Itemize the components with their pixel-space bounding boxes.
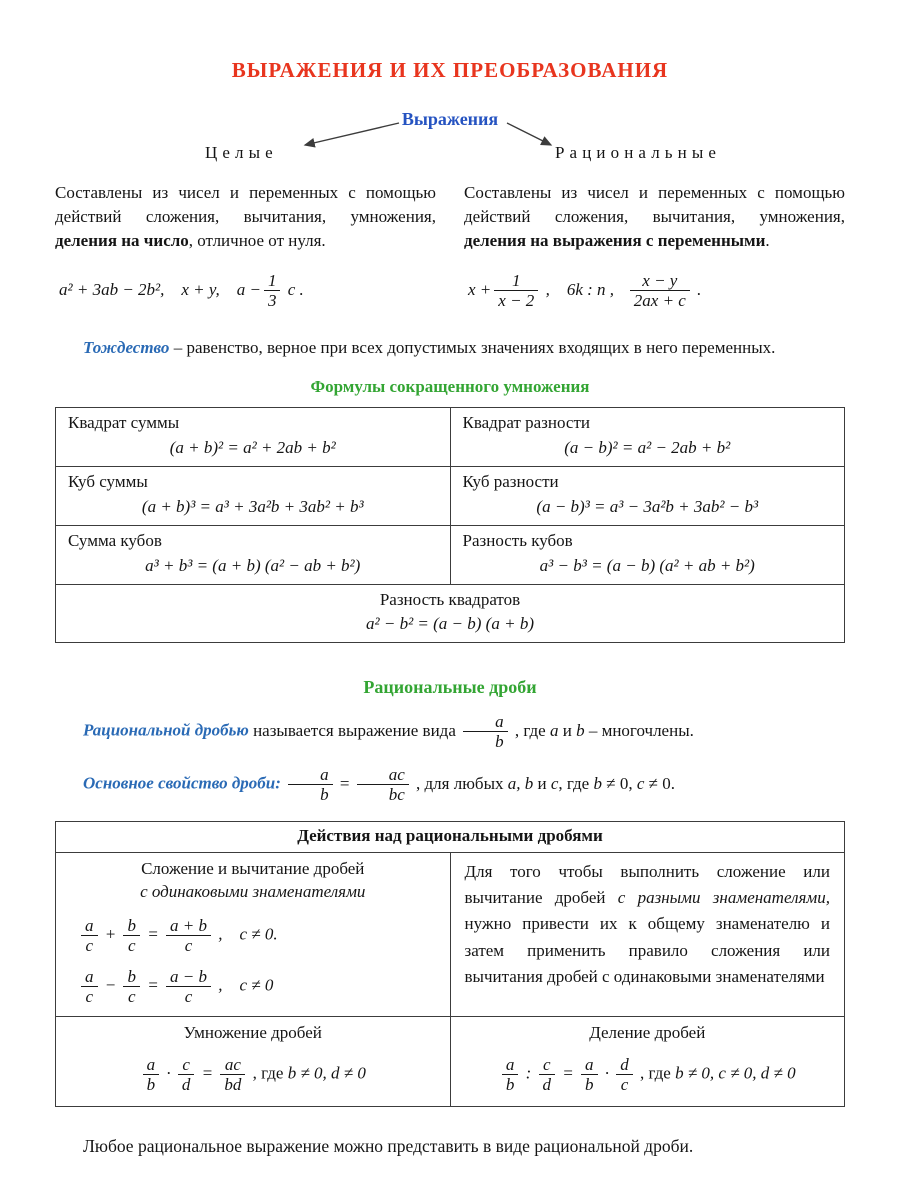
tree-arrows [55,109,845,165]
multiplication-formulas-table [55,407,845,644]
rational-fraction-definition: Рациональной дробью называется выражение вида $\frac{a}{b}$ , где a и b – многочлены. [83,712,694,752]
heading-rational-fractions: Рациональные дроби [363,677,537,698]
cube-of-difference-cell: Куб разности (a − b)³ = a³ − 3a²b + 3ab² − b³ [450,466,845,525]
tree-label-rational: Рациональные [555,143,721,162]
sum-of-cubes-cell: Сумма кубов a³ + b³ = (a + b) (a² − ab + b²) [56,525,451,584]
heading-multiplication-formulas: Формулы сокращенного умножения [310,376,590,396]
rational-expressions-column [464,181,845,321]
table-row [56,821,845,852]
square-of-sum-cell: Квадрат суммы (a + b)² = a² + 2ab + b² [56,407,451,466]
rational-examples-formula: x + $\frac{1}{x - 2}$ , 6k : n , $\frac{x - y}{2ax + c}$ . [468,270,702,310]
integer-expressions-column [55,181,436,321]
table-row [56,584,845,643]
identity-term: Тождество [83,338,170,358]
addition-formula: $\frac{a}{c}$ + $\frac{b}{c}$ = $\frac{a + b}{c}$ , c ≠ 0. [78,916,438,955]
multiplication-cell: Умножение дробей $\frac{a}{b}$ · $\frac{c}{d}$ = $\frac{ac}{bd}$ , где b ≠ 0, d ≠ 0 [56,1017,451,1107]
page-title: ВЫРАЖЕНИЯ И ИХ ПРЕОБРАЗОВАНИЯ [231,58,669,82]
table-row [56,466,845,525]
table-row [56,525,845,584]
tree-label-integer: Целые [205,143,278,162]
tree-root-label: Выражения [401,109,499,129]
difference-of-cubes-cell: Разность кубов a³ − b³ = (a − b) (a² + ab + b²) [450,525,845,584]
rational-definition-text: Составлены из чисел и переменных с помощью действий сложения, вычитания, умножения, деления на выражения с переменными. [464,183,845,251]
subtraction-formula: $\frac{a}{c}$ − $\frac{b}{c}$ = $\frac{a - b}{c}$ , c ≠ 0 [78,967,438,1006]
identity-definition: Тождество – равенство, верное при всех допустимых значениях входящих в него переменных. [83,338,776,358]
difference-of-squares-cell: Разность квадратов a² − b² = (a − b) (a + b) [56,584,845,643]
table-row [56,407,845,466]
main-property-term: Основное свойство дроби: [83,773,281,793]
multiplication-formula: $\frac{a}{b}$ · $\frac{c}{d}$ = $\frac{ac}{bd}$ , где b ≠ 0, d ≠ 0 [68,1055,438,1094]
addition-subtraction-cell: Сложение и вычитание дробей с одинаковыми знаменателями $\frac{a}{c}$ + $\frac{b}{c}$ = $\frac{a + b}{c}$ , c ≠ 0. $\frac{a}{c}$ − $\frac{b}{c}$ = $\frac{a - b}{c}$ , c ≠ 0 [56,852,451,1017]
arrow-to-integer [305,123,399,145]
closing-statement: Любое рациональное выражение можно представить в виде рациональной дроби. [83,1136,694,1157]
rational-fraction-term: Рациональной дробью [83,720,249,740]
different-denominators-text: Для того чтобы выполнить сложение или вычитание дробей с разными знаменателями, нужно привести их к общему знаменателю и затем применить правило сложения или вычитания дробей с одинаковыми знаменателями [464,861,830,986]
actions-table-header: Действия над рациональными дробями [56,821,845,852]
integer-definition-text: Составлены из чисел и переменных с помощью действий сложения, вычитания, умножения, деления на число, отличное от нуля. [55,183,436,251]
actions-table [55,821,845,1108]
division-cell: Деление дробей $\frac{a}{b}$ : $\frac{c}{d}$ = $\frac{a}{b}$ · $\frac{d}{c}$ , где b ≠ 0, c ≠ 0, d ≠ 0 [450,1017,845,1107]
definition-columns [55,181,845,321]
table-row [56,852,845,1017]
division-formula: $\frac{a}{b}$ : $\frac{c}{d}$ = $\frac{a}{b}$ · $\frac{d}{c}$ , где b ≠ 0, c ≠ 0, d ≠ 0 [463,1055,833,1094]
square-of-difference-cell: Квадрат разности (a − b)² = a² − 2ab + b² [450,407,845,466]
arrow-to-rational [507,123,551,145]
expressions-tree [55,109,845,175]
table-row [56,1017,845,1107]
main-property-paragraph: Основное свойство дроби: $\frac{a}{b}$ = $\frac{ac}{bc}$ , для любых a, b и c, где b ≠ 0, c ≠ 0. [83,765,675,805]
integer-examples-formula: a² + 3ab − 2b², x + y, a − $\frac{1}{3}$ c . [59,270,304,310]
different-denominators-cell [450,852,845,1017]
cube-of-sum-cell: Куб суммы (a + b)³ = a³ + 3a²b + 3ab² + b³ [56,466,451,525]
